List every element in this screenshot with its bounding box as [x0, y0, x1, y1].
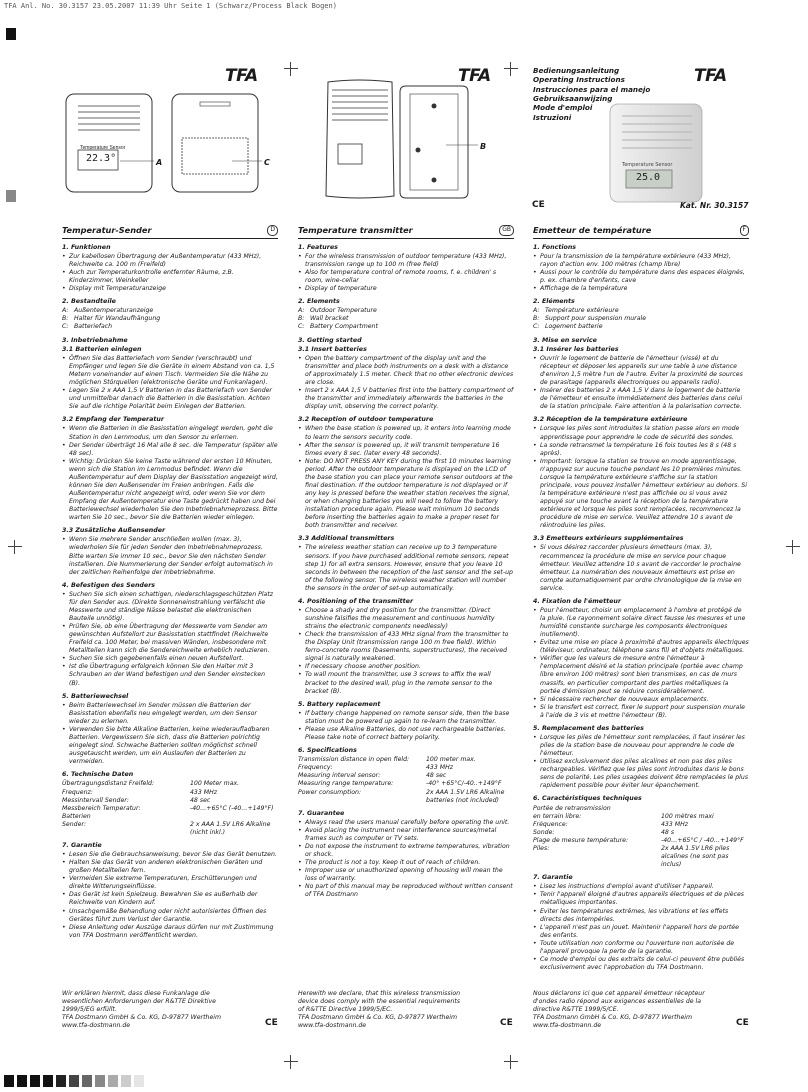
bullet-list	[533, 607, 749, 720]
list-item: • Lisez les instructions d'emploi avant d'utiliser l'appareil.	[540, 883, 749, 891]
language-item: Mode d'emploi	[533, 103, 593, 113]
bullet-list	[62, 425, 278, 522]
list-item: • When the base station is powered up, it enters into learning mode to learn the sensors security code.	[305, 425, 514, 441]
row-label: Piles:	[533, 844, 550, 852]
corner-mark	[6, 190, 16, 202]
article-number: Kat. Nr. 30.3157	[680, 201, 749, 210]
row-label: A:	[298, 307, 305, 315]
spec-row	[62, 821, 278, 837]
heading-getting-started: 3. Mise en service	[533, 336, 597, 344]
spec-row	[298, 780, 514, 788]
spec-row	[298, 789, 514, 805]
leader-line-c	[232, 158, 264, 164]
footer-line: device does comply with the essential requirements	[298, 998, 460, 1006]
list-item: • Always read the users manual carefully before operating the unit.	[305, 819, 514, 827]
heading-additional: 3.3 Additional transmitters	[298, 535, 395, 543]
footer-french	[533, 990, 733, 1030]
brand-logo: TFA	[694, 66, 727, 86]
heading-getting-started: 3. Inbetriebnahme	[62, 336, 128, 344]
bullet-list	[298, 819, 514, 900]
row-label: A:	[62, 307, 69, 315]
heading-features: 1. Funktionen	[62, 243, 111, 251]
label-a: A	[156, 158, 163, 167]
row-label: A:	[533, 307, 540, 315]
row-value: 48 sec	[426, 772, 447, 780]
list-item: • Lesen Sie die Gebrauchsanweisung, bevor Sie das Gerät benutzen.	[69, 851, 278, 859]
language-badge: F	[740, 225, 749, 236]
list-item: • Suchen Sie sich gegebenenfalls einen neuen Aufstellort.	[69, 655, 278, 663]
display-caption: Temperature Sensor	[80, 145, 126, 151]
list-item: • Legen Sie 2 x AAA 1,5 V Batterien in das Batteriefach von Sender und unmittelbar danach die Batterien in die Basisstation. Achten Sie auf die richtige Polarität beim Einlegen der Batterien.	[69, 387, 278, 411]
row-label: B:	[298, 315, 305, 323]
row-value	[190, 813, 278, 821]
spec-row	[533, 845, 749, 869]
heading-reception: 3.2 Empfang der Temperatur	[62, 416, 165, 424]
list-item: • Ouvrir le logement de batterie de l'émetteur (vissé) et du récepteur et déposer les appareils sur une table à une distance d'environ 1,5 mètre l'un de l'autre. Eviter la proximité de sources de parasitage (appareils électroniques ou appareils radio).	[540, 355, 749, 387]
row-label: C:	[533, 323, 540, 331]
row-label: Batterien	[62, 812, 91, 820]
list-item: • Der Sender überträgt 16 Mal alle 8 sec. die Temperatur (später alle 48 sec).	[69, 442, 278, 458]
heading-insert-batteries: 3.1 Batterien einlegen	[62, 345, 142, 353]
column-german	[62, 225, 278, 940]
row-value: -40…+65°C / -40…+149°F	[661, 836, 744, 844]
row-value: Température extérieure	[545, 307, 619, 315]
list-item: • Si vous désirez raccorder plusieurs émetteurs (max. 3), recommencez la procédure de mise en service pour chaque émetteur. Veuillez attendre 10 s avant de raccorder le prochaine émetteur. La numération des nouveaux émetteurs est prise en compte automatiquement par ordre chronologique de la mise en service.	[540, 544, 749, 592]
list-item: • Do not expose the instrument to extreme temperatures, vibration or shock.	[305, 843, 514, 859]
footer-english	[298, 990, 498, 1030]
list-item: • Öffnen Sie das Batteriefach vom Sender (verschraubt) und Empfänger und legen Sie die Geräte in einem Abstand von ca. 1,5 Metern voneinander auf einen Tisch. Vermeiden Sie die Nähe zu möglichen Störquellen (elektronische Geräte und Funkanlagen).	[69, 355, 278, 387]
bullet-list	[62, 591, 278, 688]
row-label: Sonde:	[533, 828, 555, 836]
list-item: • Wenn die Batterien in die Basisstation eingelegt werden, geht die Station in den Lernmodus, um den Sensor zu erlernen.	[69, 425, 278, 441]
list-item: • Tenir l'appareil éloigné d'autres appareils électriques et de pièces métalliques importantes.	[540, 891, 749, 907]
row-label: Messbereich Temperatur:	[62, 804, 141, 812]
row-label: Portée de retransmission	[533, 804, 611, 812]
list-item: • Suchen Sie sich einen schattigen, niederschlagsgeschützten Platz für den Sender aus. (Direkte Sonneneinstrahlung verfälscht die Messwerte und ständige Nässe belastet die elektronischen Bauteile unnötig).	[69, 591, 278, 623]
heading-guarantee: 7. Garantie	[533, 874, 573, 882]
bullet-list	[62, 253, 278, 293]
column-title: Emetteur de température	[533, 225, 652, 235]
spec-row	[298, 756, 514, 764]
list-item: • Improper use or unauthorized opening of housing will mean the loss of warranty.	[305, 867, 514, 883]
footer-line: wesentlichen Anforderungen der R&TTE Direktive	[62, 998, 216, 1006]
heading-batteries: 5. Remplacement des batteries	[533, 724, 644, 732]
footer-line: TFA Dostmann GmbH & Co. KG, D-97877 Wertheim	[62, 1014, 222, 1022]
heading-additional: 3.3 Emetteurs extérieurs supplémentaires	[533, 535, 684, 543]
display-value: 22.3°	[86, 153, 117, 164]
leader-line-a	[120, 158, 156, 164]
brand-logo: TFA	[225, 66, 258, 86]
bullet-list	[533, 425, 749, 530]
list-item: • Please use Alkaline Batteries, do not use rechargeable batteries. Please take note of correct battery polarity.	[305, 726, 514, 742]
ce-mark: CE	[500, 1018, 513, 1028]
footer-line: TFA Dostmann GmbH & Co. KG, D-97877 Wertheim	[533, 1014, 693, 1022]
row-label: C:	[298, 323, 305, 331]
list-item: • Choose a shady and dry position for the transmitter. (Direct sunshine falsifies the measurement and continuous humidity strains the electronic components needlessly)	[305, 607, 514, 631]
bullet-list	[62, 536, 278, 576]
list-item: • Note: DO NOT PRESS ANY KEY during the first 10 minutes learning period. After the outdoor temperature is displayed on the LCD of the base station you can place your remote sensor outdoors at the final destination. If the outdoor temperature is not displayed or if any key is pressed before the weather station receives the signal, or when changing batteries you will need to follow the battery installation procedure again. Please wait minimum 10 seconds before inserting the batteries again to make a proper reset for both transmitter and receiver.	[305, 458, 514, 531]
heading-features: 1. Fonctions	[533, 243, 577, 251]
spec-row	[533, 813, 749, 821]
bullet-list	[533, 544, 749, 592]
list-item: • After the sensor is powered up, it will transmit temperature 16 times every 8 sec. (later every 48 seconds).	[305, 442, 514, 458]
list-item: • For the wireless transmission of outdoor temperature (433 MHz), transmission range up to 100 m (free field)	[305, 253, 514, 269]
bullet-list	[298, 544, 514, 592]
bullet-list	[62, 702, 278, 767]
footer-line: 1999/5/EG erfüllt.	[62, 1006, 117, 1014]
list-item: • La sonde retransmet la température 16 fois toutes les 8 s (48 s après).	[540, 442, 749, 458]
column-english	[298, 225, 514, 899]
brand-logo: TFA	[458, 66, 491, 86]
language-item: Instrucciones para el manejo	[533, 84, 651, 94]
list-item: • Pour la transmission de la température extérieure (433 MHz), rayon d'action env. 100 mètres (champ libre)	[540, 253, 749, 269]
list-item: • Zur kabellosen Übertragung der Außentemperatur (433 MHz), Reichweite ca. 100 m (Freifeld)	[69, 253, 278, 269]
registration-mark	[504, 1055, 518, 1069]
bullet-list	[298, 607, 514, 696]
row-value: Außentemperaturanzeige	[74, 307, 154, 315]
row-label: B:	[533, 315, 540, 323]
row-value: 2 x AAA 1.5V LR6 Alkaline (nicht inkl.)	[190, 820, 271, 836]
language-item: Istruzioni	[533, 112, 572, 122]
row-value	[661, 805, 749, 813]
list-item: • Insert 2 x AAA 1,5 V batteries first into the battery compartment of the transmitter and immediately afterwards the batteries in the display unit, observing the correct polarity.	[305, 387, 514, 411]
spec-row	[62, 789, 278, 797]
product-photo	[600, 100, 710, 206]
row-label: Measuring interval sensor:	[298, 772, 381, 780]
heading-positioning: 4. Positioning of the transmitter	[298, 597, 414, 605]
list-item: • Eviter les températures extrêmes, les vibrations et les effets directs des intempéries.	[540, 908, 749, 924]
spec-row	[533, 837, 749, 845]
heading-elements: 2. Elements	[298, 298, 340, 306]
column-title: Temperature transmitter	[298, 225, 413, 235]
footer-line: www.tfa-dostmann.de	[62, 1022, 131, 1030]
row-value: Batteriefach	[74, 323, 113, 331]
footer-line: Nous déclarons ici que cet appareil émetteur récepteur	[533, 990, 705, 997]
list-item: • Halten Sie das Gerät von anderen elektronischen Geräten und großen Metallteilen fern.	[69, 859, 278, 875]
bullet-list	[62, 355, 278, 411]
heading-guarantee: 7. Guarantee	[298, 809, 345, 817]
row-label: Sender:	[62, 820, 87, 828]
row-label: Übertragungsdistanz Freifeld:	[62, 780, 155, 788]
row-label: Frequenz:	[62, 788, 93, 796]
spec-row	[62, 780, 278, 788]
list-item: • Aussi pour le contrôle du température dans des espaces éloignés, p. ex. chambre d'enfants, cave	[540, 269, 749, 285]
row-value: 433 MHz	[661, 820, 689, 828]
list-item: • The wireless weather station can receive up to 3 temperature sensors. If you have purchased additional remote sensors, repeat step 1) for all extra sensors. However, ensure that you leave 10 seconds in between the reception of the last sensor and the set-up of the following sensor. The wireless weather station will number the sensors in the order of set-up automatically.	[305, 544, 514, 592]
list-item: • Toute utilisation non conforme ou l'ouverture non autorisée de l'appareil provoque la perte de la garantie.	[540, 940, 749, 956]
row-label: Frequency:	[298, 764, 333, 772]
bullet-list	[533, 734, 749, 790]
bullet-list	[533, 883, 749, 972]
row-value: Wall bracket	[310, 315, 349, 323]
list-item: • Das Gerät ist kein Spielzeug. Bewahren Sie es außerhalb der Reichweite von Kindern auf.	[69, 891, 278, 907]
row-value: 433 MHz	[190, 788, 218, 796]
footer-line: d'ondes radio répond aux exigences essentielles de la	[533, 998, 702, 1006]
heading-positioning: 4. Befestigen des Senders	[62, 581, 156, 589]
list-item: • Lorsque les piles de l'émetteur sont remplacées, il faut insérer les piles de la station base de nouveau pour apprendre le code de l'émetteur.	[540, 734, 749, 758]
list-item: • If battery change happened on remote sensor side, then the base station must be powered up again to re-learn the transmitter.	[305, 710, 514, 726]
row-value: 2x AAA 1.5V LR6 piles alcalines (ne sont pas inclus)	[661, 844, 730, 869]
list-item: • Wenn Sie mehrere Sender anschließen wollen (max. 3), wiederholen Sie für jeden Sender den Inbetriebnahmeprozess. Bitte warten Sie immer 10 sec., bevor Sie den nächsten Sender installieren. Die Nummerierung der Sender erfolgt automatisch in der zeitlichen Reihenfolge der Inbetriebnahme.	[69, 536, 278, 576]
row-label: Power consumption:	[298, 788, 362, 796]
list-item: • Affichage de la température	[540, 285, 749, 293]
spec-row	[62, 805, 278, 813]
list-item: • Verwenden Sie bitte Alkaline Batterien, keine wiederaufladbaren Batterien. Vergewissern Sie sich, dass die Batterien polrichtig eingelegt sind. Schwache Batterien sollten möglichst schnell ausgetauscht werden, um ein Auslaufen der Batterien zu vermeiden.	[69, 726, 278, 766]
list-item: • Beim Batteriewechsel im Sender müssen die Batterien der Basisstation ebenfalls neu eingelegt werden, um den Sensor wieder zu erlernen.	[69, 702, 278, 726]
registration-mark	[284, 1055, 298, 1069]
registration-mark	[504, 62, 518, 76]
heading-positioning: 4. Fixation de l'émetteur	[533, 597, 621, 605]
bullet-list	[533, 253, 749, 293]
heading-elements: 2. Eléments	[533, 298, 575, 306]
photo-display-value: 25.0	[636, 172, 661, 183]
photo-caption: Temperature Sensor	[622, 162, 673, 168]
column-title: Temperatur-Sender	[62, 225, 152, 235]
heading-insert-batteries: 3.1 Insert batteries	[298, 345, 367, 353]
heading-additional: 3.3 Zusätzliche Außensender	[62, 527, 166, 535]
registration-mark	[284, 62, 298, 76]
list-item: • L'appareil n'est pas un jouet. Maintenir l'appareil hors de portée des enfants.	[540, 924, 749, 940]
element-row	[62, 323, 278, 331]
language-badge: GB	[499, 225, 514, 236]
row-value: Support pour suspension murale	[545, 315, 647, 323]
heading-guarantee: 7. Garantie	[62, 841, 102, 849]
list-item: • Check the transmission of 433 MHz signal from the transmitter to the Display Unit (transmission range 100 m free field). Within ferro-concrete rooms (basements, superstructures), the received signal is naturally weakened.	[305, 631, 514, 663]
list-item: • If necessary choose another position.	[305, 663, 514, 671]
row-label: Transmission distance in open field:	[298, 756, 410, 764]
heading-getting-started: 3. Getting started	[298, 336, 362, 344]
row-label: Messintervall Sender:	[62, 796, 129, 804]
ce-mark: CE	[265, 1018, 278, 1028]
list-item: • Lorsque les piles sont introduites la station passe alors en mode apprentissage pour apprendre le code de sécurité des sondes.	[540, 425, 749, 441]
list-item: • Insérer des batteries 2 x AAA 1,5 V dans le logement de batterie de l'émetteur et ensuite immédiatement des batteries dans celui de la station principale. Faire attention à la polarisation correcte.	[540, 387, 749, 411]
section-title	[533, 225, 749, 239]
list-item: • Avoid placing the instrument near interference sources/metal frames such as computer or TV sets.	[305, 827, 514, 843]
section-title	[62, 225, 278, 239]
language-item: Operating Instructions	[533, 75, 625, 85]
row-value: 48 sec	[190, 796, 211, 804]
heading-specifications: 6. Specifications	[298, 747, 357, 755]
ce-mark: CE	[736, 1018, 749, 1028]
row-value: 433 MHz	[426, 764, 454, 772]
heading-features: 1. Features	[298, 243, 338, 251]
spec-row	[62, 797, 278, 805]
row-value: 100 mètres maxi	[661, 812, 714, 820]
list-item: • Diese Anleitung oder Auszüge daraus dürfen nur mit Zustimmung von TFA Dostmann veröffentlicht werden.	[69, 924, 278, 940]
row-value: Battery Compartment	[310, 323, 378, 331]
list-item: • Pour l'émetteur, choisir un emplacement à l'ombre et protégé de la pluie. (Le rayonnement solaire direct fausse les mesures et une humidité constante surcharge les composants électroniques inutilement).	[540, 607, 749, 639]
footer-line: TFA Dostmann GmbH & Co. KG, D-97877 Wertheim	[298, 1014, 458, 1022]
list-item: • Ce mode d'emploi ou des extraits de celui-ci peuvent être publiés exclusivement avec l'approbation du TFA Dostmann.	[540, 956, 749, 972]
heading-batteries: 5. Battery replacement	[298, 700, 381, 708]
leader-line-b	[446, 140, 480, 150]
element-row	[298, 323, 514, 331]
row-value: Halter für Wandaufhängung	[74, 315, 161, 323]
list-item: • Prüfen Sie, ob eine Übertragung der Messwerte vom Sender am gewünschten Aufstellort zur Basisstation stattfindet (Reichweite Freifeld ca. 100 Meter, bei massiven Wänden, insbesondere mit Metallteilen kann sich die Sendereichweite erheblich reduzieren.	[69, 623, 278, 655]
heading-reception: 3.2 Reception of outdoor temperature	[298, 416, 434, 424]
footer-line: www.tfa-dostmann.de	[298, 1022, 367, 1030]
row-label: C:	[62, 323, 69, 331]
corner-mark	[6, 28, 16, 40]
row-value: -40° +65°C/-40..+149°F	[426, 780, 502, 788]
registration-mark	[786, 540, 800, 554]
back-view-drawing	[170, 92, 260, 194]
row-label: Fréquence:	[533, 820, 568, 828]
footer-line: www.tfa-dostmann.de	[533, 1022, 602, 1030]
language-item: Bedienungsanleitung	[533, 66, 620, 75]
list-item: • Unsachgemäße Behandlung oder nicht autorisiertes Öffnen des Gerätes führt zum Verlust der Garantie.	[69, 908, 278, 924]
row-label: en terrain libre:	[533, 812, 582, 820]
row-value: Outdoor Temperature	[310, 307, 377, 315]
list-item: • No part of this manual may be reproduced without written consent of TFA Dostmann	[305, 883, 514, 899]
heading-specifications: 6. Caractéristiques techniques	[533, 795, 642, 803]
row-value: Logement batterie	[545, 323, 603, 331]
section-title	[298, 225, 514, 239]
bullet-list	[298, 253, 514, 293]
bullet-list	[62, 851, 278, 940]
list-item: • Si le transfert est correct, fixer le support pour suspension murale à l'aide de 3 vis et mettre l'émetteur (B).	[540, 704, 749, 720]
registration-mark	[8, 540, 22, 554]
list-item: • Open the battery compartment of the display unit and the transmitter and place both instruments on a desk with a distance of approximately 1.5 meter. Check that no other electronic devices are close.	[305, 355, 514, 387]
heading-elements: 2. Bestandteile	[62, 298, 116, 306]
footer-line: Wir erklären hiermit, dass diese Funkanlage die	[62, 990, 210, 997]
list-item: • Vermeiden Sie extreme Temperaturen, Erschütterungen und direkte Witterungseinflüsse.	[69, 875, 278, 891]
row-value: 100 meter max.	[426, 756, 476, 764]
list-item: • Utilisez exclusivement des piles alcalines et non pas des piles rechargeables. Vérifiez que les piles sont introduites dans le bons sens de polarité. Les piles usagées doivent être remplacées le plus rapidement possible pour éviter leur épanchement.	[540, 758, 749, 790]
color-control-bar	[4, 1075, 144, 1087]
label-b: B	[480, 142, 487, 151]
heading-insert-batteries: 3.1 Insérer les batteries	[533, 345, 619, 353]
list-item: • Evitez une mise en place à proximité d'autres appareils électriques (téléviseur, ordinateur, téléphone sans fil) et d'objets métalliques.	[540, 639, 749, 655]
language-badge: D	[267, 225, 278, 236]
list-item: • Display of temperature	[305, 285, 514, 293]
list-item: • To wall mount the transmitter, use 3 screws to affix the wall bracket to the desired wall, plug in the remote sensor to the bracket (B).	[305, 671, 514, 695]
list-item: • Auch zur Temperaturkontrolle entfernter Räume, z.B. Kinderzimmer, Weinkeller	[69, 269, 278, 285]
print-header: TFA Anl. No. 30.3157 23.05.2007 11:39 Uhr Seite 1 (Schwarz/Process Black Bogen)	[4, 2, 337, 10]
footer-line: of R&TTE Directive 1999/5/EC.	[298, 1006, 393, 1014]
row-value: 48 s	[661, 828, 675, 836]
list-item: • The product is not a toy. Keep it out of reach of children.	[305, 859, 514, 867]
list-item: • Ist die Übertragung erfolgreich können Sie den Halter mit 3 Schrauben an der Wand befestigen und den Sender einstecken (B).	[69, 663, 278, 687]
bullet-list	[298, 425, 514, 530]
footer-line: Herewith we declare, that this wireless transmission	[298, 990, 461, 997]
bullet-list	[298, 710, 514, 742]
label-c: C	[264, 158, 270, 167]
footer-line: directive R&TTE 1999/5/CE.	[533, 1006, 619, 1014]
list-item: • Vérifier que les valeurs de mesure entre l'émetteur à l'emplacement désiré et la station principale (portée avec champ libre environ 100 mètres) sont bien transmises, en cas de murs massifs, en particulier comportant des parties métalliques la portée d'émission peut se réduire considérablement.	[540, 655, 749, 695]
ce-mark: CE	[532, 200, 545, 210]
bullet-list	[298, 355, 514, 411]
list-item: • Display mit Temperaturanzeige	[69, 285, 278, 293]
spec-row	[533, 821, 749, 829]
row-label: Measuring range temperature:	[298, 780, 394, 788]
row-label: B:	[62, 315, 69, 323]
spec-row	[62, 813, 278, 821]
list-item: • Also for temperature control of remote rooms, f. e. children' s room, wine-cellar	[305, 269, 514, 285]
spec-row	[533, 829, 749, 837]
footer-german	[62, 990, 262, 1030]
bullet-list	[533, 355, 749, 411]
heading-batteries: 5. Batteriewechsel	[62, 692, 129, 700]
heading-specifications: 6. Technische Daten	[62, 771, 134, 779]
list-item: • Si nécessaire rechercher de nouveaux emplacements.	[540, 696, 749, 704]
language-item: Gebruiksaanwijzing	[533, 94, 613, 104]
transmitter-side-drawing	[322, 78, 398, 200]
row-value: 2x AAA 1.5V LR6 Alkaline batteries (not included)	[426, 788, 505, 804]
list-item: • Wichtig: Drücken Sie keine Taste während der ersten 10 Minuten, wenn sich die Station im Lernmodus befindet. Wenn die Außentemperatur auf dem Display der Basisstation angezeigt wird, können Sie den Außensender im Freien anbringen. Falls die Außentemperatur nicht angezeigt wird, oder wenn Sie vor dem Empfang der Außentemperatur eine Taste gedrückt haben und bei Batteriewechsel wiederholen Sie den Inbetriebnahmeprozess. Bitte warten Sie 10 sec., bevor Sie die Batterien wieder einlegen.	[69, 458, 278, 523]
element-row	[533, 323, 749, 331]
heading-reception: 3.2 Réception de la température extérieure	[533, 416, 688, 424]
row-label: Plage de mesure température:	[533, 836, 629, 844]
spec-row	[533, 805, 749, 813]
list-item: • Important: lorsque la station se trouve en mode apprentissage, n'appuyez sur aucune touche pendant les 10 premières minutes. Lorsque la température extérieure s'affiche sur la station principale, vous pouvez installer l'émetteur extérieur au dehors. Si la température extérieure n'est pas affichée ou si vous avez appuyé sur une touche avant la réception de la température extérieure et lorsque les piles sont remplacées, recommencez la procédure de mise en service. Veuillez attendre 10 s avant de réintroduire les piles.	[540, 458, 749, 531]
front-view-drawing	[64, 92, 154, 194]
row-value: 100 Meter max.	[190, 780, 240, 788]
column-french	[533, 225, 749, 972]
row-value: -40…+65°C (-40…+149°F)	[190, 804, 274, 812]
